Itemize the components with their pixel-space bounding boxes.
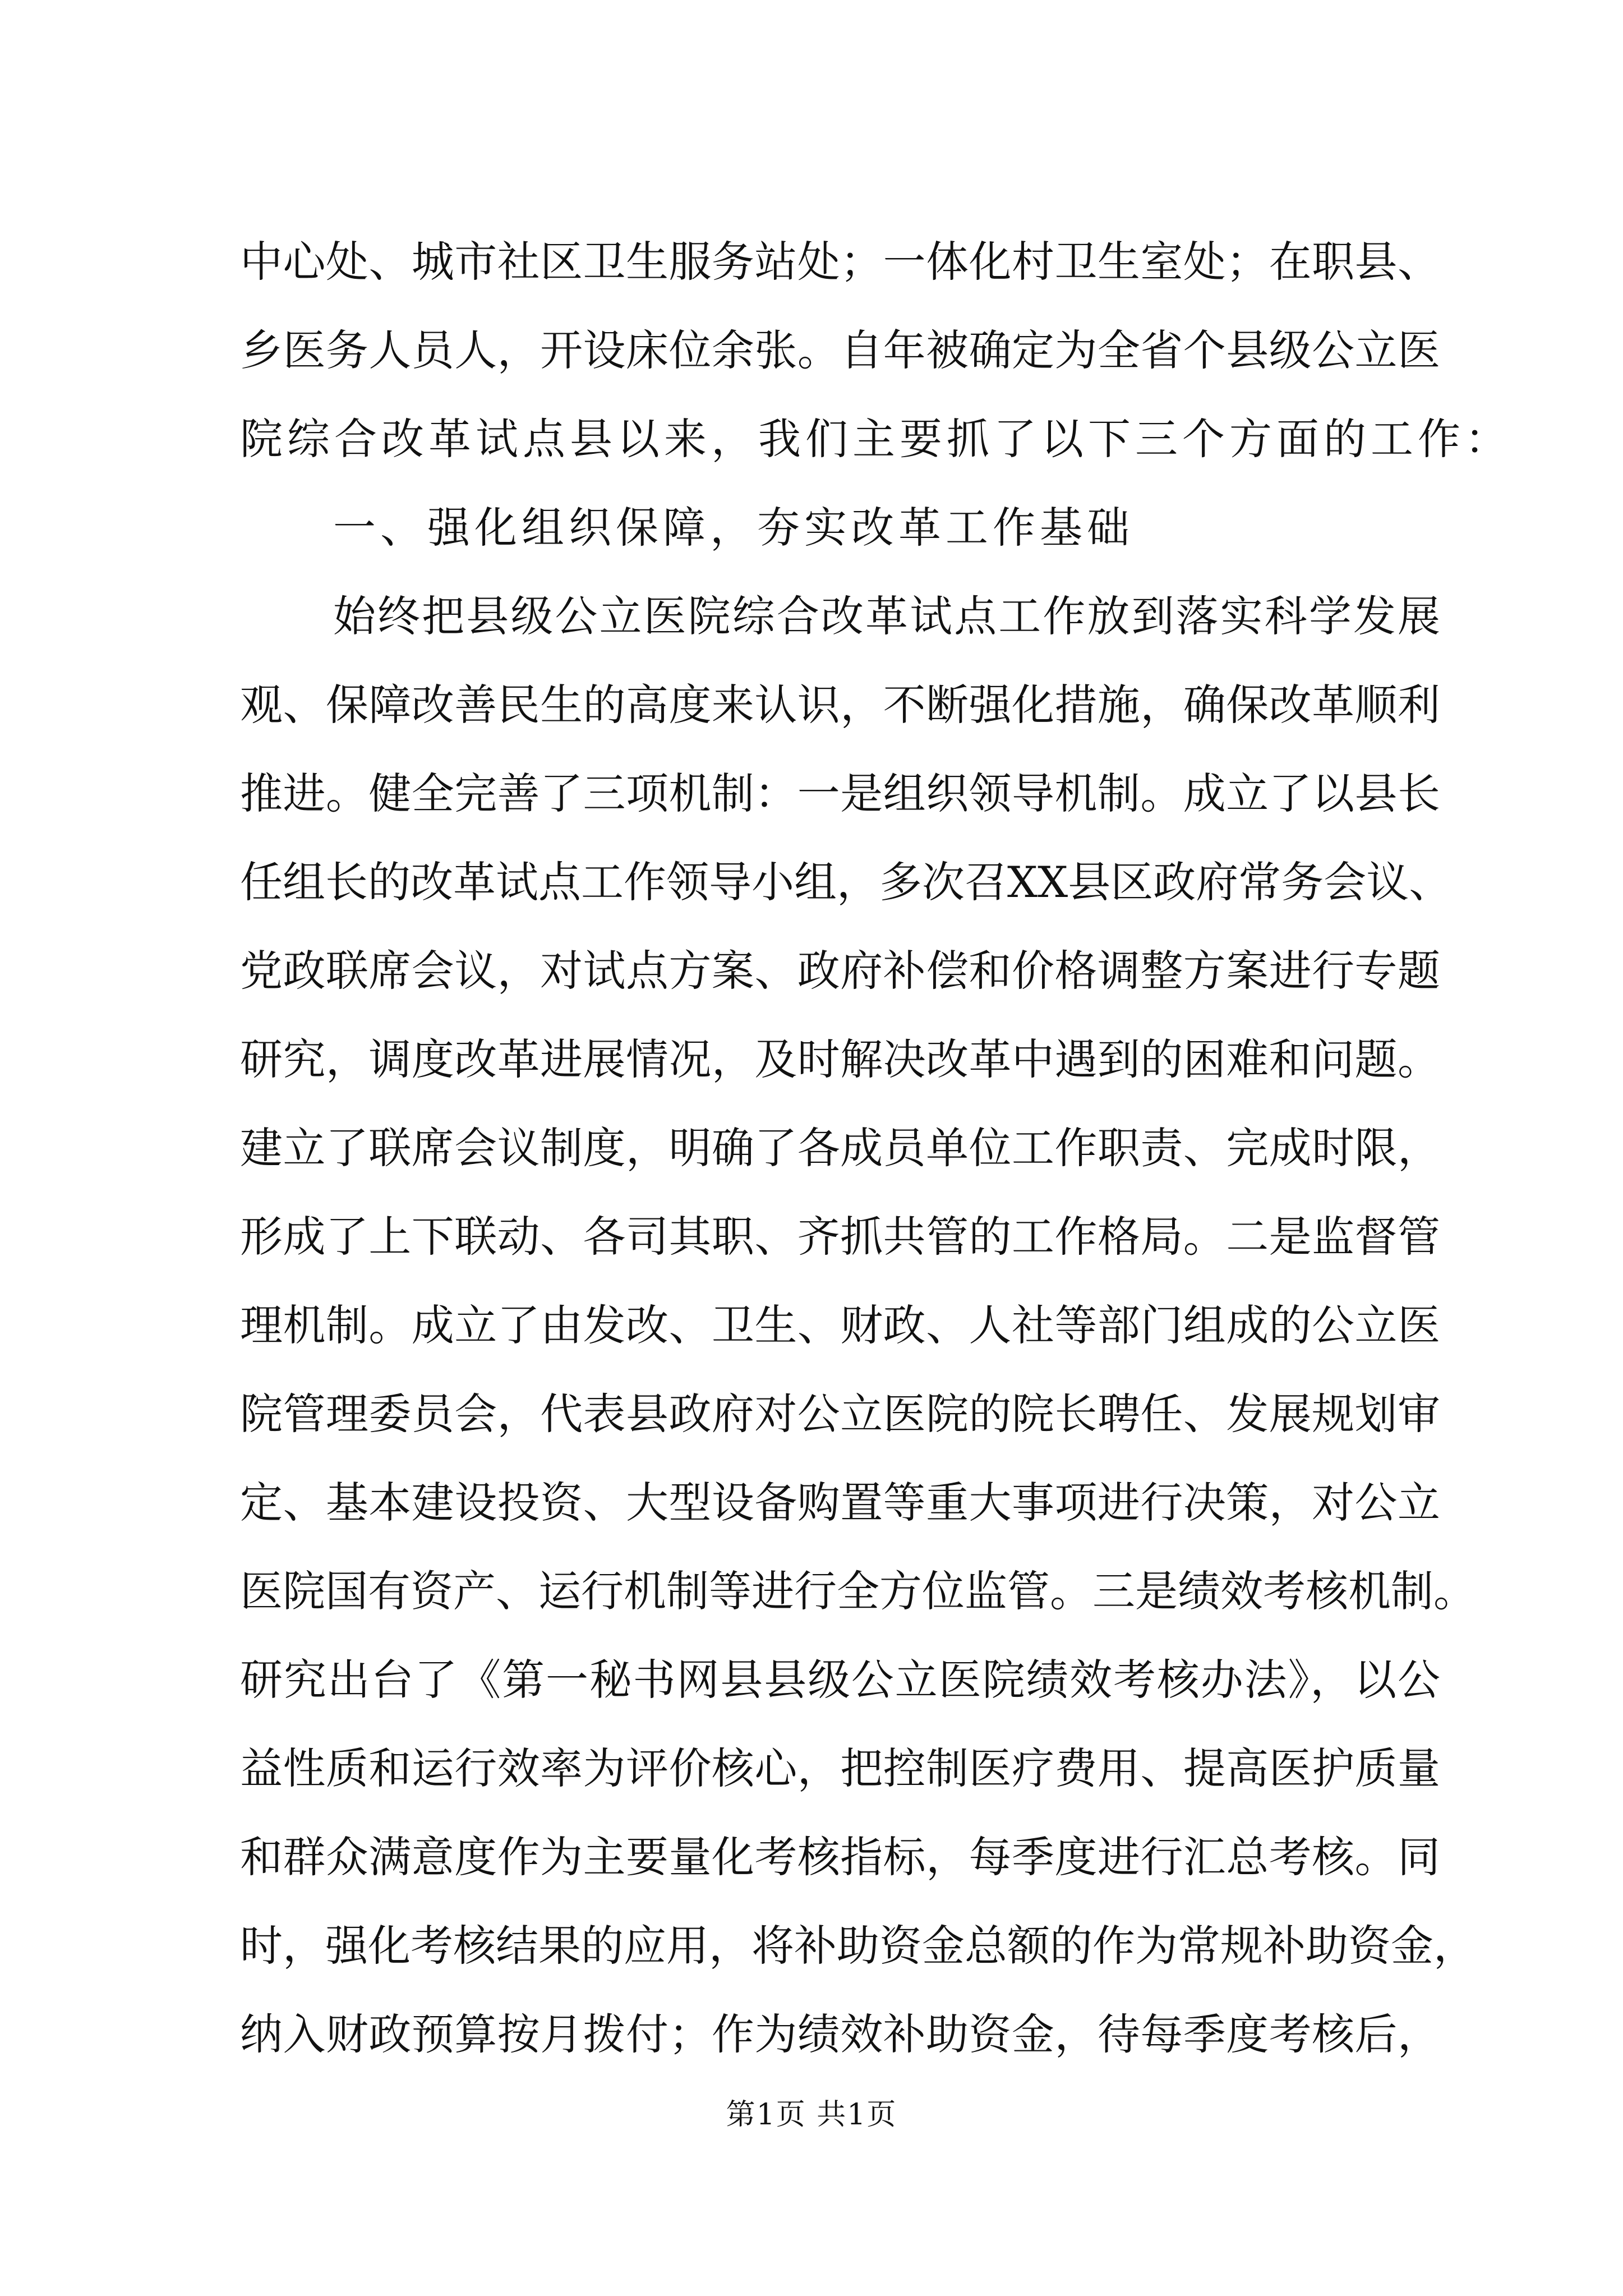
section-heading: 一、强化组织保障，夯实改革工作基础 <box>333 503 1134 553</box>
text-line: 形成了上下联动、各司其职、齐抓共管的工作格局。二是监督管 <box>240 1212 1440 1262</box>
page-footer: 第1页 共1页 <box>726 2098 897 2132</box>
text-line: 任组长的改革试点工作领导小组，多次召XX县区政府常务会议、 <box>240 857 1452 907</box>
text-line: 党政联席会议，对试点方案、政府补偿和价格调整方案进行专题 <box>240 946 1440 996</box>
text-line: 院管理委员会，代表县政府对公立医院的院长聘任、发展规划审 <box>240 1389 1440 1439</box>
text-line: 建立了联席会议制度，明确了各成员单位工作职责、完成时限， <box>240 1123 1440 1173</box>
text-line: 定、基本建设投资、大型设备购置等重大事项进行决策，对公立 <box>240 1478 1440 1527</box>
text-line: 观、保障改善民生的高度来认识，不断强化措施，确保改革顺利 <box>240 680 1440 730</box>
text-line: 益性质和运行效率为评价核心，把控制医疗费用、提高医护质量 <box>240 1743 1440 1793</box>
text-line: 院综合改革试点县以来，我们主要抓了以下三个方面的工作： <box>240 414 1512 464</box>
text-line: 中心处、城市社区卫生服务站处；一体化村卫生室处；在职县、 <box>240 237 1440 287</box>
text-line: 研究，调度改革进展情况，及时解决改革中遇到的困难和问题。 <box>240 1034 1440 1084</box>
text-line: 纳入财政预算按月拨付；作为绩效补助资金，待每季度考核后， <box>240 2009 1440 2059</box>
text-line: 理机制。成立了由发改、卫生、财政、人社等部门组成的公立医 <box>240 1300 1440 1350</box>
text-line: 和群众满意度作为主要量化考核指标，每季度进行汇总考核。同 <box>240 1832 1440 1882</box>
document-body <box>240 218 1512 2079</box>
text-line: 乡医务人员人，开设床位余张。自年被确定为全省个县级公立医 <box>240 325 1440 375</box>
text-line: 始终把县级公立医院综合改革试点工作放到落实科学发展 <box>333 591 1440 641</box>
text-line: 研究出台了《第一秘书网县县级公立医院绩效考核办法》，以公 <box>240 1655 1440 1705</box>
text-line: 推进。健全完善了三项机制：一是组织领导机制。成立了以县长 <box>240 769 1440 818</box>
text-line: 时，强化考核结果的应用，将补助资金总额的作为常规补助资金， <box>240 1921 1476 1971</box>
text-line: 医院国有资产、运行机制等进行全方位监管。三是绩效考核机制。 <box>240 1566 1476 1616</box>
